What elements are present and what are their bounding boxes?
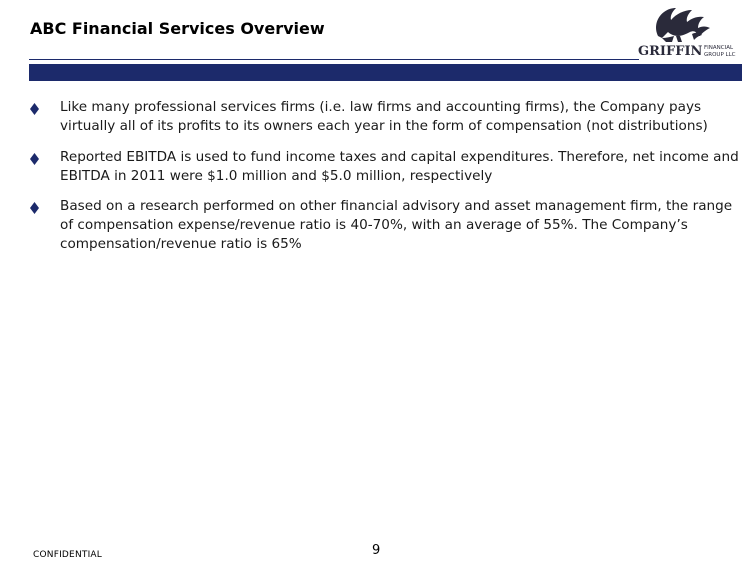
bullet-text: Like many professional services firms (i.e. law firms and accounting firms), the Company pays virtually all of its profits to its owners each year in the form of compensation (not distributions) xyxy=(60,99,708,134)
page-number: 9 xyxy=(372,543,381,558)
griffin-logo xyxy=(636,2,740,62)
bullet-text: Reported EBITDA is used to fund income taxes and capital expenditures. Therefore, net income and EBITDA in 2011 were $1.0 million and $5.0 million, respectively xyxy=(60,149,739,184)
logo-line-2: GROUP LLC xyxy=(704,52,736,58)
bullet-text: Based on a research performed on other financial advisory and asset management firm, the range of compensation expense/revenue ratio is 40-70%, with an average of 55%. The Company’s compensation/revenue ratio is 65% xyxy=(60,198,733,252)
confidential-label: CONFIDENTIAL xyxy=(33,550,103,560)
diamond-bullet-icon xyxy=(30,153,39,165)
diamond-bullet-icon xyxy=(30,103,39,115)
logo-line-1: FINANCIAL xyxy=(704,45,734,51)
header-band xyxy=(29,64,742,81)
header-rule xyxy=(29,59,639,60)
logo-wordmark: GRIFFIN xyxy=(638,44,703,59)
page-title: ABC Financial Services Overview xyxy=(30,19,325,38)
griffin-emblem-icon xyxy=(636,2,740,62)
diamond-bullet-icon xyxy=(30,202,39,214)
